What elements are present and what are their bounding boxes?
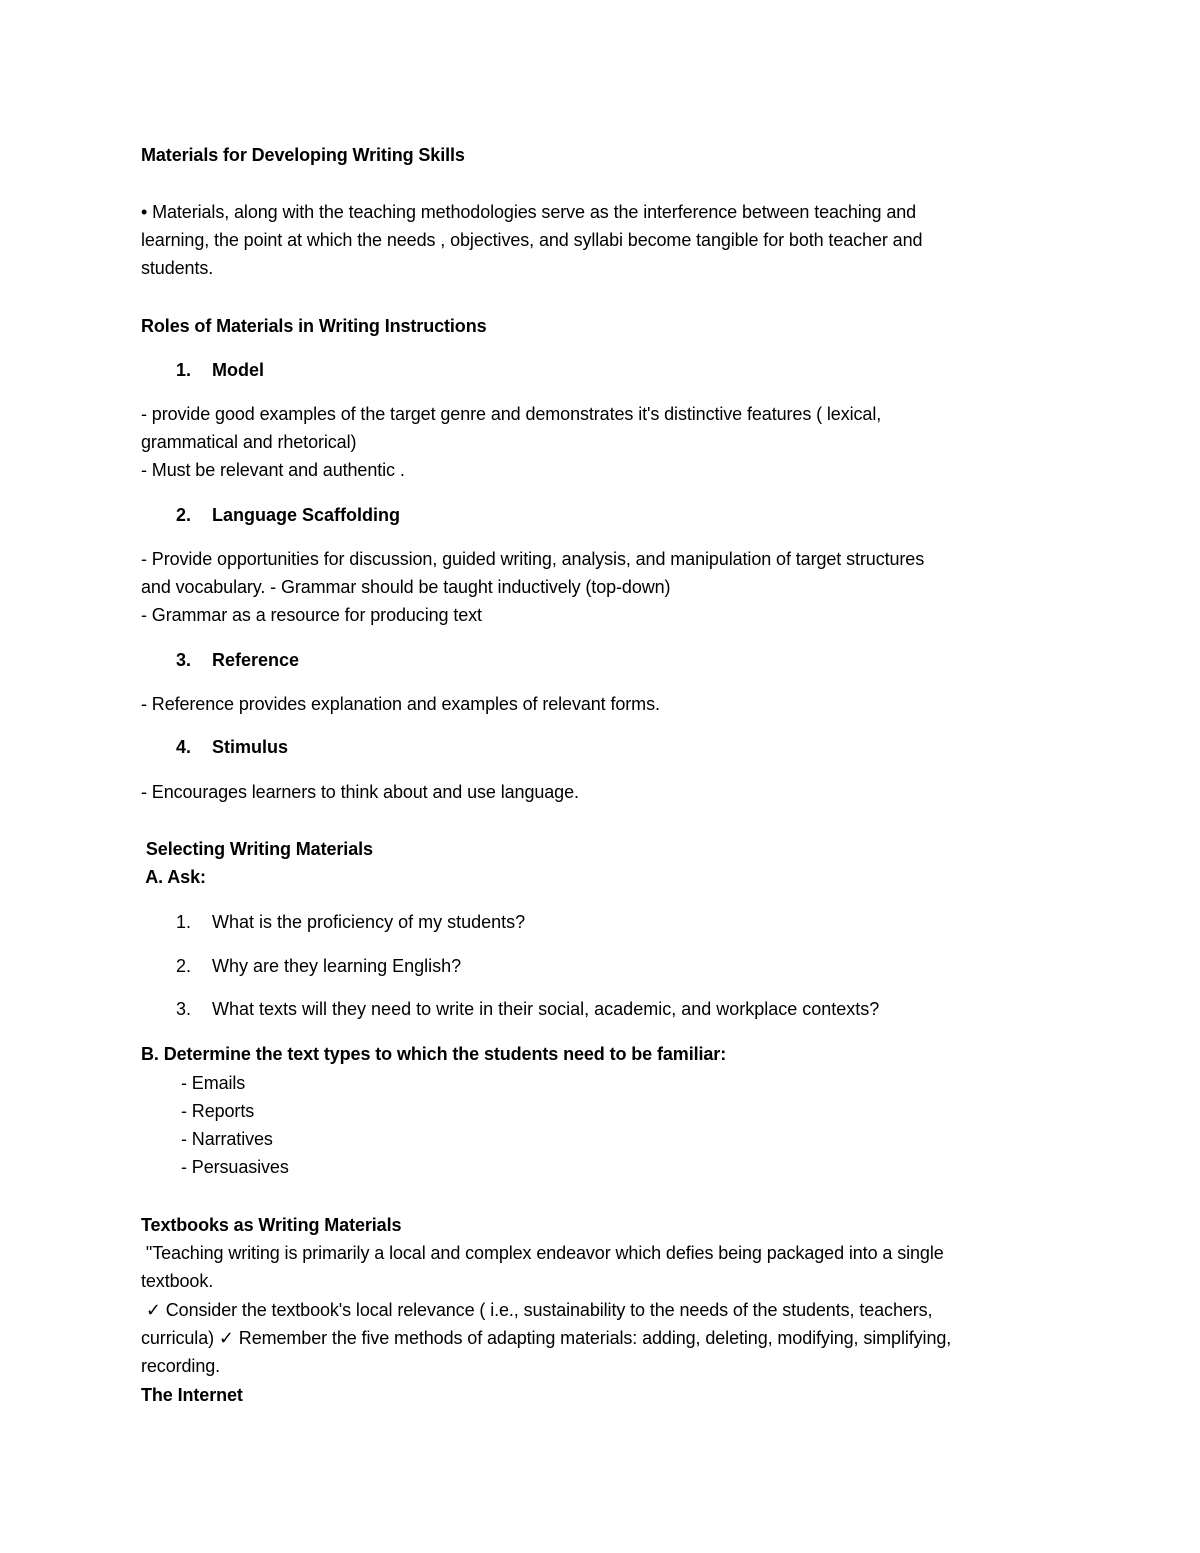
question-text: What texts will they need to write in their social, academic, and workplace contexts? <box>212 999 880 1019</box>
question-text: What is the proficiency of my students? <box>212 912 526 932</box>
internet-heading: The Internet <box>141 1385 243 1405</box>
role-line: - Must be relevant and authentic . <box>141 460 405 480</box>
role-line: - Grammar as a resource for producing text <box>141 605 482 625</box>
list-number: 1. <box>176 912 192 932</box>
role-title: Model <box>212 360 264 380</box>
list-number: 2. <box>176 956 192 976</box>
role-line: - Provide opportunities for discussion, guided writing, analysis, and manipulation of target structures <box>141 549 925 569</box>
role-line: - provide good examples of the target genre and demonstrates it's distinctive features ( lexical, <box>141 404 882 424</box>
text-type-item: - Reports <box>181 1101 255 1121</box>
list-number: 1. <box>176 360 192 380</box>
role-title: Language Scaffolding <box>212 505 401 525</box>
page-title: Materials for Developing Writing Skills <box>141 145 465 165</box>
textbooks-line: ✓ Consider the textbook's local relevance ( i.e., sustainability to the needs of the students, teachers, <box>141 1300 933 1320</box>
list-number: 3. <box>176 999 192 1019</box>
text-type-item: - Emails <box>181 1073 246 1093</box>
textbooks-line: recording. <box>141 1356 221 1376</box>
role-scaffolding-heading <box>176 503 400 527</box>
role-line: - Encourages learners to think about and use language. <box>141 782 579 802</box>
role-line: and vocabulary. - Grammar should be taught inductively (top-down) <box>141 577 671 597</box>
ask-subheading: A. Ask: <box>141 867 206 887</box>
intro-line-1: • Materials, along with the teaching methodologies serve as the interference between teaching and <box>141 202 917 222</box>
question-item <box>176 997 879 1021</box>
list-number: 3. <box>176 650 192 670</box>
question-item <box>176 954 461 978</box>
selecting-heading: Selecting Writing Materials <box>141 839 373 859</box>
role-line: grammatical and rhetorical) <box>141 432 357 452</box>
role-stimulus-heading <box>176 735 288 759</box>
text-type-item: - Narratives <box>181 1129 273 1149</box>
roles-heading: Roles of Materials in Writing Instructions <box>141 316 487 336</box>
role-title: Reference <box>212 650 300 670</box>
intro-line-3: students. <box>141 258 214 278</box>
role-reference-heading <box>176 648 299 672</box>
question-text: Why are they learning English? <box>212 956 462 976</box>
role-title: Stimulus <box>212 737 289 757</box>
textbooks-line: textbook. <box>141 1271 214 1291</box>
list-number: 2. <box>176 505 192 525</box>
list-number: 4. <box>176 737 192 757</box>
role-model-heading <box>176 358 264 382</box>
question-item <box>176 910 525 934</box>
textbooks-heading: Textbooks as Writing Materials <box>141 1215 402 1235</box>
textbooks-line: "Teaching writing is primarily a local and complex endeavor which defies being packaged into a single <box>141 1243 944 1263</box>
text-types-heading: B. Determine the text types to which the students need to be familiar: <box>141 1044 727 1064</box>
role-line: - Reference provides explanation and examples of relevant forms. <box>141 694 660 714</box>
textbooks-line: curricula) ✓ Remember the five methods of adapting materials: adding, deleting, modifying, simplifying, <box>141 1328 952 1348</box>
intro-line-2: learning, the point at which the needs , objectives, and syllabi become tangible for both teacher and <box>141 230 923 250</box>
text-type-item: - Persuasives <box>181 1157 289 1177</box>
